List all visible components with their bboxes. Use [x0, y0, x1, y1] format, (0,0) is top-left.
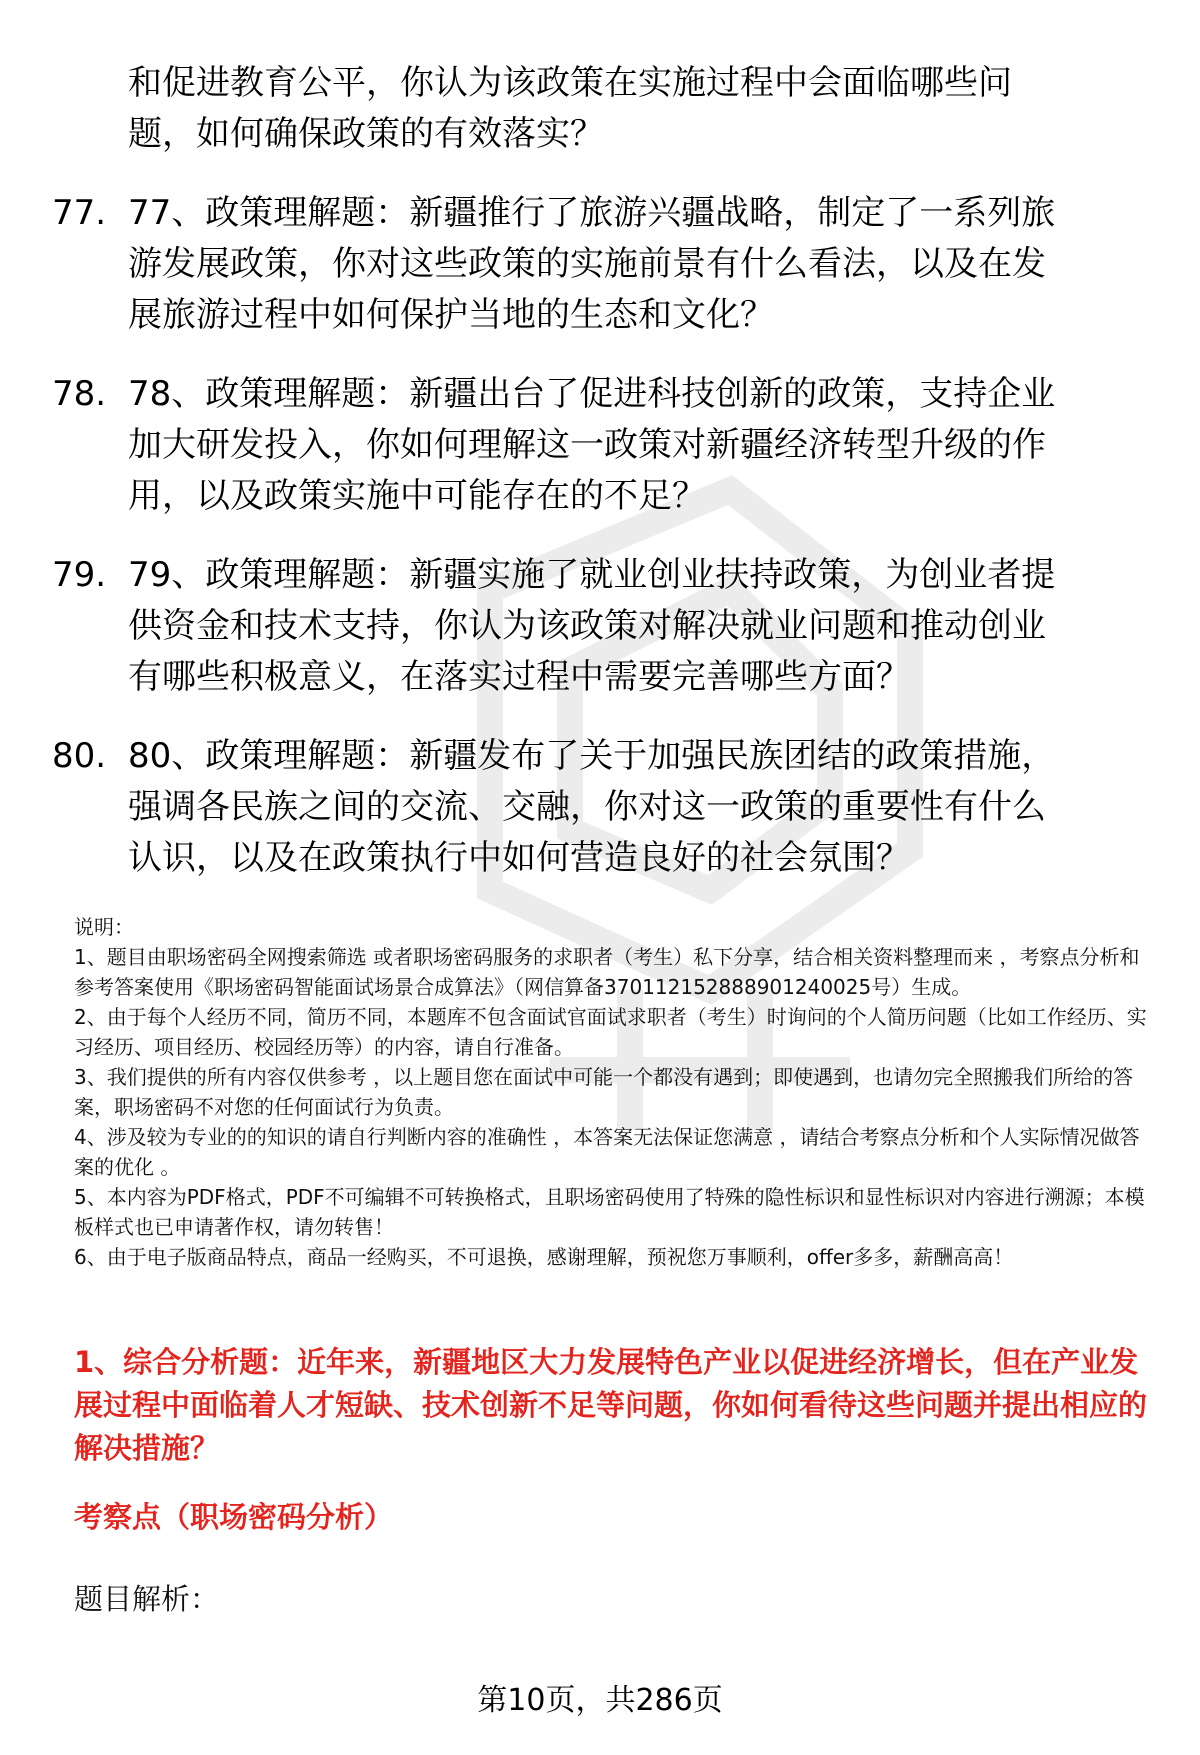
question-list — [52, 58, 1152, 912]
note-item: 3、我们提供的所有内容仅供参考 ，以上题目您在面试中可能一个都没有遇到；即使遇到，也请勿完全照搬我们所给的答案，职场密码不对您的任何面试行为负责。 — [74, 1065, 1134, 1119]
item-text: 80、政策理解题：新疆发布了关于加强民族团结的政策措施，强调各民族之间的交流、交融，你对这一政策的重要性有什么认识，以及在政策执行中如何营造良好的社会氛围？ — [128, 736, 1056, 878]
note-item: 1、题目由职场密码全网搜索筛选 或者职场密码服务的求职者（考生）私下分享，结合相关资料整理而来 ，考察点分析和参考答案使用《职场密码智能面试场景合成算法》（网信算备370112152888901240025号）生成。 — [74, 945, 1140, 999]
list-item — [52, 731, 1152, 884]
main-question: 1、综合分析题：近年来，新疆地区大力发展特色产业以促进经济增长，但在产业发展过程中面临着人才短缺、技术创新不足等问题，你如何看待这些问题并提出相应的解决措施？ — [74, 1345, 1148, 1465]
analysis-label: 题目解析： — [74, 1582, 220, 1616]
kaocha-heading: 考察点（职场密码分析） — [74, 1500, 394, 1534]
note-item: 6、由于电子版商品特点，商品一经购买，不可退换，感谢理解，预祝您万事顺利，offer多多，薪酬高高！ — [74, 1245, 1014, 1269]
notes-title: 说明： — [74, 915, 134, 939]
note-item: 5、本内容为PDF格式，PDF不可编辑不可转换格式，且职场密码使用了特殊的隐性标识和显性标识对内容进行溯源；本模板样式也已申请著作权，请勿转售！ — [74, 1185, 1145, 1239]
item-text: 77、政策理解题：新疆推行了旅游兴疆战略，制定了一系列旅游发展政策，你对这些政策的实施前景有什么看法，以及在发展旅游过程中如何保护当地的生态和文化？ — [128, 193, 1056, 335]
item-number: 80. — [52, 736, 107, 776]
list-item — [52, 369, 1152, 522]
list-item — [52, 188, 1152, 341]
notes-section — [74, 912, 1154, 1272]
item-text: 79、政策理解题：新疆实施了就业创业扶持政策，为创业者提供资金和技术支持，你认为该政策对解决就业问题和推动创业有哪些积极意义，在落实过程中需要完善哪些方面？ — [128, 555, 1056, 697]
item-number: 79. — [52, 555, 107, 595]
item-number: 77. — [52, 193, 107, 233]
list-item — [52, 550, 1152, 703]
note-item: 4、涉及较为专业的的知识的请自行判断内容的准确性 ，本答案无法保证您满意 ，请结合考察点分析和个人实际情况做答案的优化 。 — [74, 1125, 1140, 1179]
page-footer: 第10页，共286页 — [477, 1683, 723, 1718]
note-item: 2、由于每个人经历不同，简历不同，本题库不包含面试官面试求职者（考生）时询问的个人简历问题（比如工作经历、实习经历、项目经历、校园经历等）的内容，请自行准备。 — [74, 1005, 1147, 1059]
continuation-text: 和促进教育公平，你认为该政策在实施过程中会面临哪些问题，如何确保政策的有效落实？ — [128, 63, 1012, 154]
item-text: 78、政策理解题：新疆出台了促进科技创新的政策，支持企业加大研发投入，你如何理解这一政策对新疆经济转型升级的作用，以及政策实施中可能存在的不足？ — [128, 374, 1056, 516]
item-number: 78. — [52, 374, 107, 414]
